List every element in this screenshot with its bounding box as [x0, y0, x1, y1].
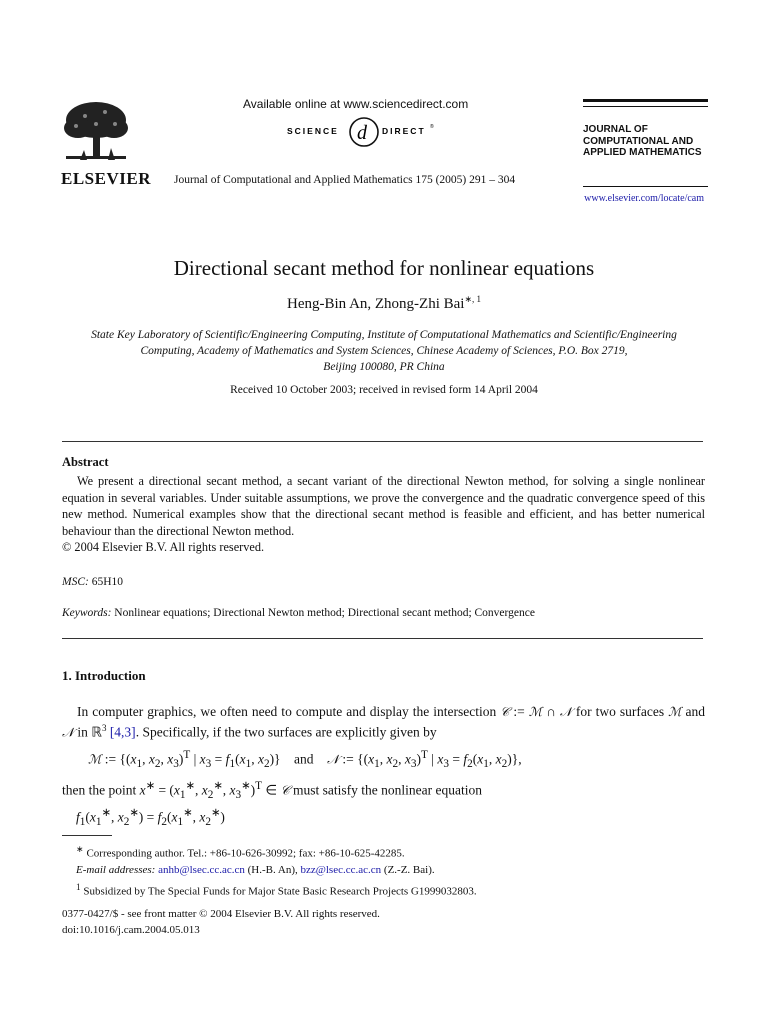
journal-name-line-2: COMPUTATIONAL AND — [583, 135, 694, 147]
sd-left-text: SCIENCE — [287, 126, 339, 136]
journal-name-block — [583, 124, 702, 159]
journal-rule-bottom — [583, 186, 708, 187]
abstract-heading: Abstract — [62, 455, 109, 469]
footnote-corresponding: ∗ Corresponding author. Tel.: +86-10-626-30992; fax: +86-10-625-42285. — [76, 844, 405, 860]
msc-label: MSC: — [62, 576, 89, 588]
divider-bottom — [62, 638, 703, 639]
equation-surfaces: ℳ := {($x_1$, $x_2$, $x_3)^T$ | $x_3 = f_1(x_1$, $x_2$)} and 𝒩 := {($x_1$, $x_2$, $x_3)^T$ | $x_3 = f_2(x_1$, $x_2$)}, — [88, 749, 522, 771]
affiliation — [60, 327, 708, 375]
equation-and: and — [294, 751, 314, 767]
publisher-name: ELSEVIER — [61, 169, 151, 188]
footnote-rule — [62, 835, 112, 836]
affiliation-line-1: State Key Laboratory of Scientific/Engineering Computing, Institute of Computational Mathematics and Scientific/Engineering — [91, 329, 677, 341]
article-title: Directional secant method for nonlinear equations — [173, 256, 595, 280]
received-dates: Received 10 October 2003; received in revised form 14 April 2004 — [230, 384, 538, 396]
author-list — [0, 294, 768, 313]
journal-name-line-1: JOURNAL OF — [583, 124, 648, 135]
keywords-value: Nonlinear equations; Directional Newton method; Directional secant method; Convergence — [114, 607, 535, 619]
elsevier-tree-logo-icon — [60, 98, 132, 166]
msc-value: 65H10 — [91, 576, 124, 588]
journal-name-line-3: APPLIED MATHEMATICS — [583, 147, 702, 158]
author-footnote-mark[interactable]: ∗, 1 — [464, 294, 482, 304]
sciencedirect-logo — [287, 114, 437, 150]
divider-top — [62, 441, 703, 442]
abstract-copyright: © 2004 Elsevier B.V. All rights reserved. — [62, 540, 265, 554]
available-online-text: Available online at www.sciencedirect.com — [243, 97, 469, 111]
then-paragraph: then the point $x^∗ = (x_1^∗$, $x_2^∗$, $x_3^∗)^T$ ∈ 𝒞 must satisfy the nonlinear equation — [62, 780, 482, 802]
author-names: Heng-Bin An, Zhong-Zhi Bai — [286, 296, 465, 312]
affiliation-line-3: Beijing 100080, PR China — [323, 361, 445, 373]
journal-citation: Journal of Computational and Applied Mathematics 175 (2005) 291 – 304 — [174, 174, 516, 186]
sd-right-text: DIRECT — [382, 126, 426, 136]
journal-rule-mid — [583, 106, 708, 107]
abstract-body — [62, 473, 705, 556]
keywords-line — [62, 607, 535, 619]
equation-nonlinear: $f_1(x_1^∗$, $x_2^∗) = f_2(x_1^∗$, $x_2^∗$) — [76, 807, 225, 829]
issn-line: 0377-0427/$ - see front matter © 2004 Elsevier B.V. All rights reserved. — [62, 908, 380, 920]
footnote-funding: $^1$ Subsidized by The Special Funds for Major State Basic Research Projects G1999032803. — [76, 881, 477, 898]
doi-line: doi:10.1016/j.cam.2004.05.013 — [62, 923, 200, 936]
citation-link[interactable]: [4,3] — [109, 724, 136, 740]
affiliation-line-2: Computing, Academy of Mathematics and System Sciences, Chinese Academy of Sciences, P.O. Box 2719, — [140, 345, 628, 357]
abstract-text: We present a directional secant method, a secant variant of the directional Newton method, for solving a single nonlinear equation in several variables. Under suitable assumptions, we prove the convergence and the quadratic convergence speed of this new method. Numerical examples show that the directional secant method is feasible and efficient, and has better numerical behaviour than the directional Newton method. — [62, 474, 705, 538]
email-link-bai[interactable]: bzz@lsec.cc.ac.cn — [300, 864, 382, 877]
footnote-emails: E-mail addresses: anhb@lsec.cc.ac.cn (H.-B. An), bzz@lsec.cc.ac.cn (Z.-Z. Bai). — [76, 864, 435, 877]
keywords-label: Keywords: — [62, 607, 112, 619]
front-matter — [62, 907, 380, 938]
sd-registered-mark: ® — [430, 124, 434, 130]
journal-url-link[interactable]: www.elsevier.com/locate/cam — [584, 193, 704, 204]
journal-rule-top — [583, 99, 708, 102]
intro-paragraph: In computer graphics, we often need to compute and display the intersection 𝒞 := ℳ ∩ 𝒩 for two surfaces ℳ and 𝒩 in ℝ$^3$ [4,3]. Specifically, if the two surfaces are explicitly given by — [62, 704, 706, 740]
footnotes — [62, 841, 477, 900]
sciencedirect-d-icon — [350, 118, 378, 146]
svg-text:d: d — [357, 122, 367, 144]
email-link-an[interactable]: anhb@lsec.cc.ac.cn — [158, 864, 245, 877]
section-heading: 1. Introduction — [62, 668, 146, 683]
msc-line — [62, 576, 123, 588]
